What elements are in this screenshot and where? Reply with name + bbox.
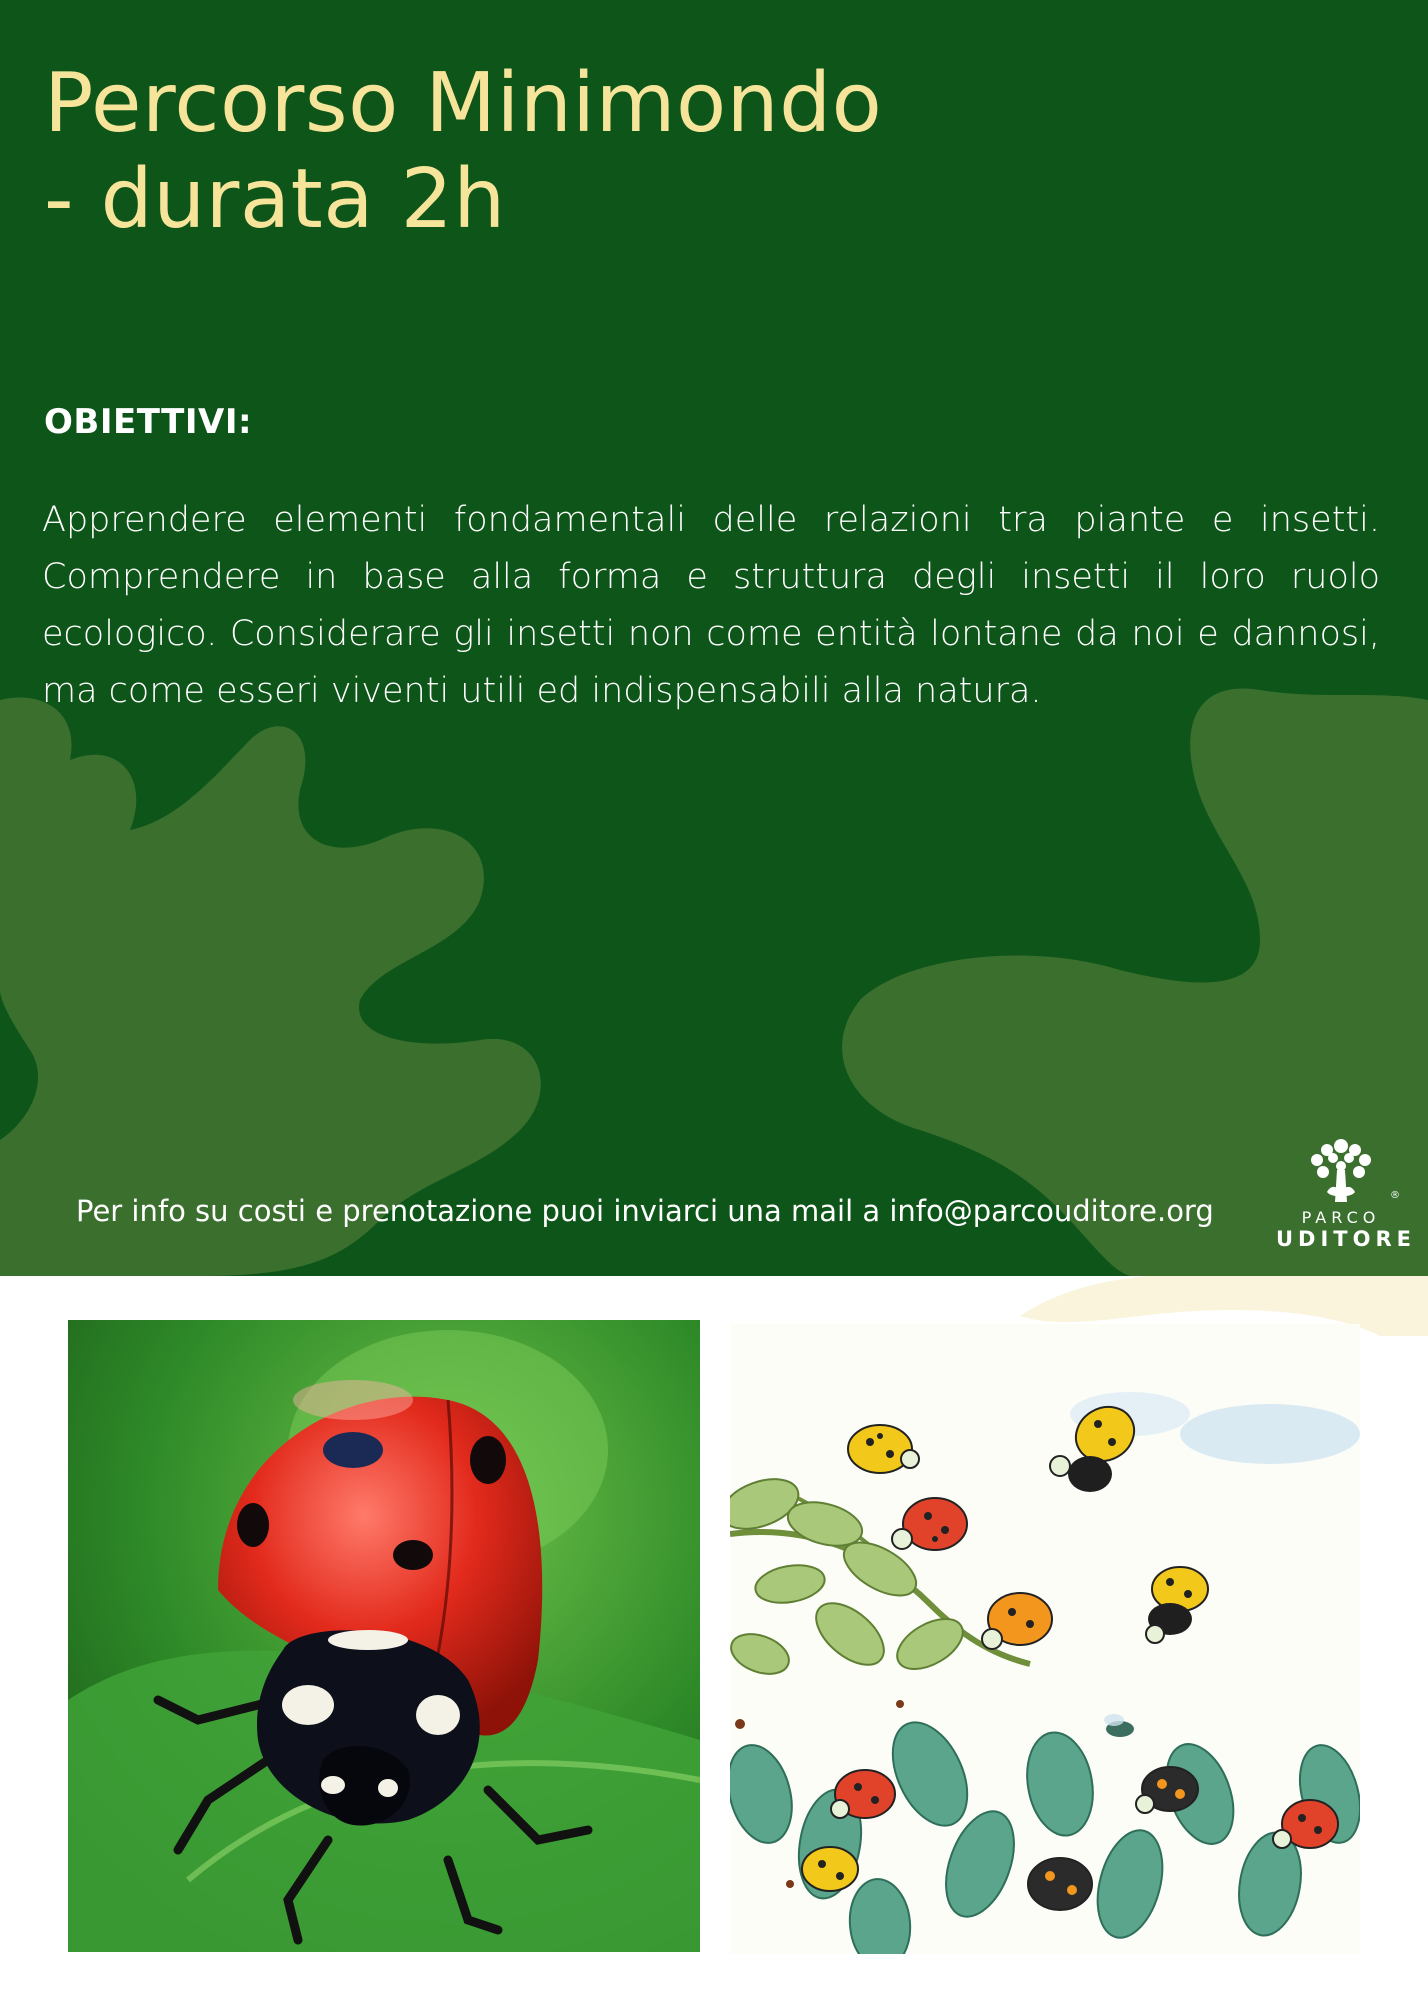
title-line-1: Percorso Minimondo bbox=[44, 56, 883, 151]
logo-text-uditore: UDITORE bbox=[1276, 1227, 1416, 1251]
title-line-2: - durata 2h bbox=[44, 152, 506, 247]
left-splat-blob bbox=[0, 698, 541, 1277]
ladybug-photo bbox=[68, 1320, 700, 1952]
ladybug-illustration bbox=[730, 1324, 1360, 1954]
registered-mark: ® bbox=[1390, 1190, 1400, 1201]
info-contact-text: Per info su costi e prenotazione puoi inviarci una mail a info@parcouditore.org bbox=[76, 1194, 1214, 1228]
logo-text-parco: PARCO bbox=[1301, 1208, 1381, 1227]
objectives-heading: OBIETTIVI: bbox=[44, 402, 253, 442]
parco-uditore-logo bbox=[1276, 1132, 1416, 1251]
page-title bbox=[44, 56, 882, 248]
tree-logo-icon bbox=[1301, 1132, 1381, 1208]
objectives-text: Apprendere elementi fondamentali delle relazioni tra piante e insetti. Comprendere in base alla forma e struttura degli insetti il loro ruolo ecologico. Considerare gli insetti non come entità lontane da noi e dannosi, ma come esseri viventi utili ed indispensabili alla natura. bbox=[42, 500, 1380, 711]
